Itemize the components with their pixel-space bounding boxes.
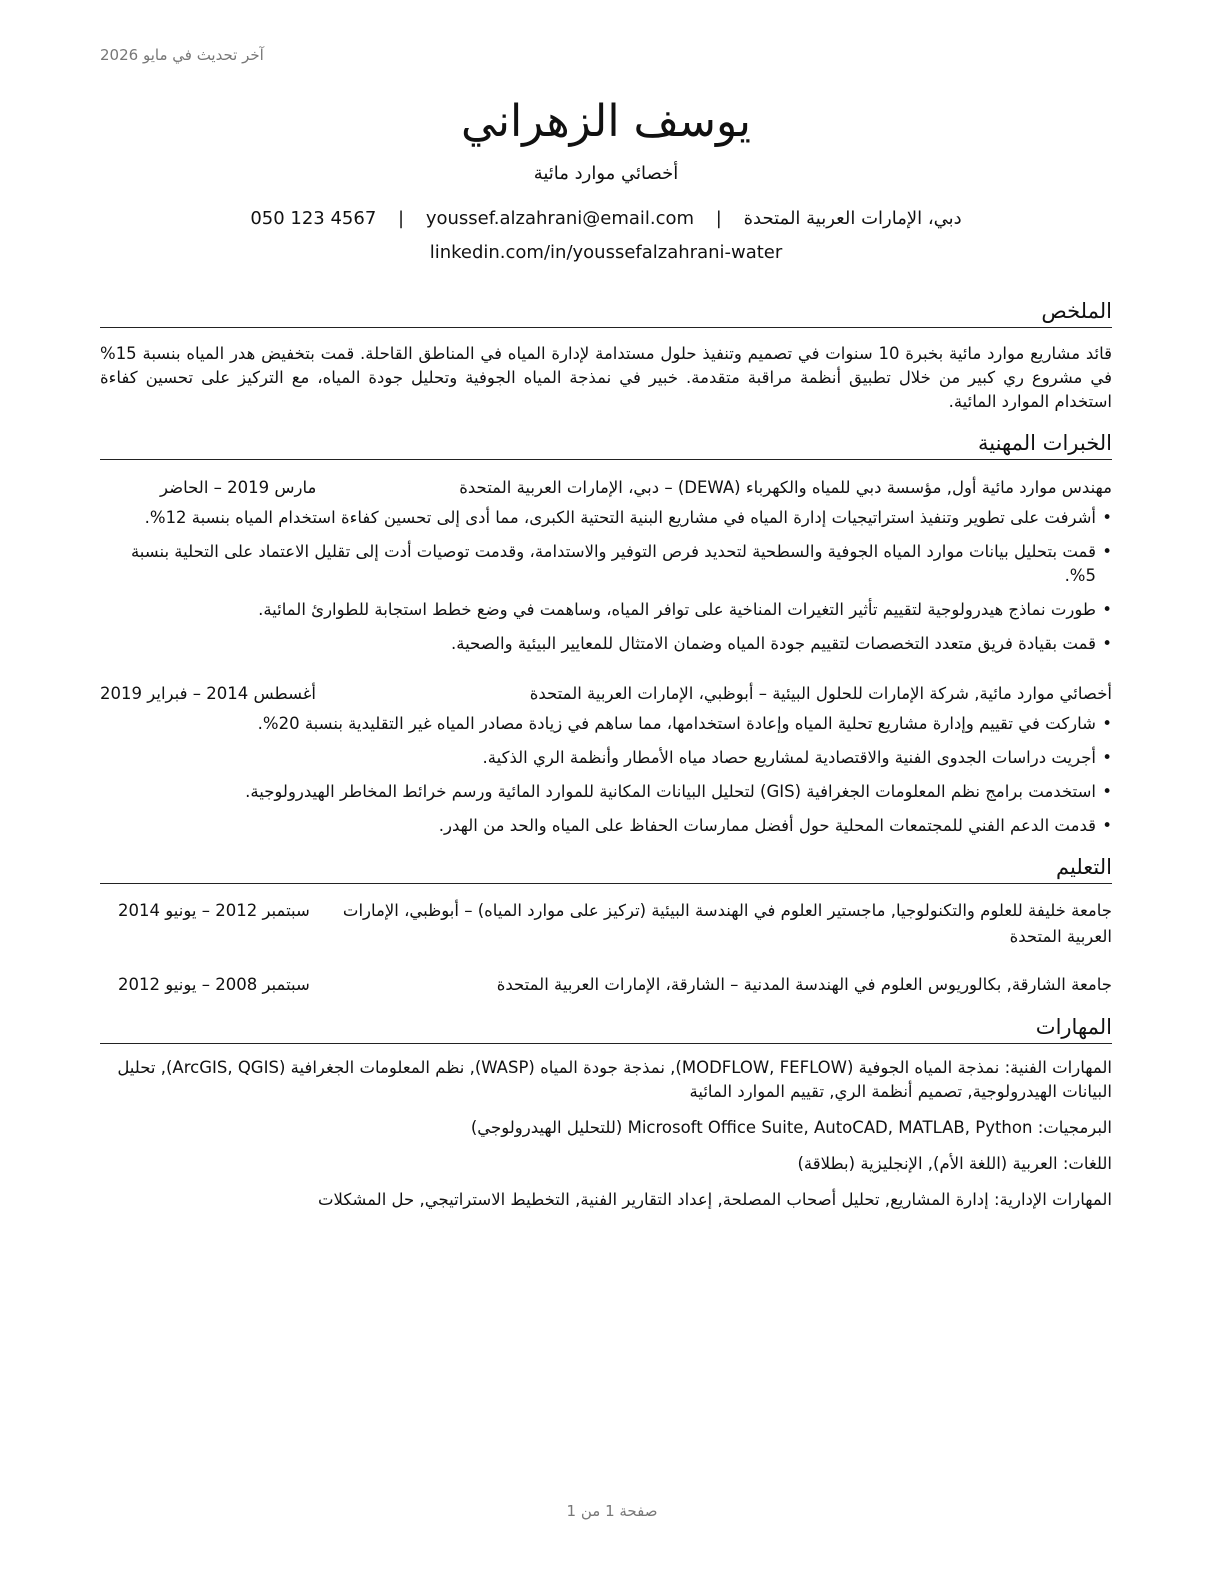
section-title-skills: المهارات — [100, 1012, 1112, 1044]
section-title-experience: الخبرات المهنية — [100, 428, 1112, 460]
job-bullet: • قدمت الدعم الفني للمجتمعات المحلية حول أفضل ممارسات الحفاظ على المياه والحد من الهدر. — [100, 814, 1112, 838]
job-dates: أغسطس 2014 – فبراير 2019 — [100, 684, 316, 703]
job-bullets — [100, 712, 1112, 838]
contact-location: دبي، الإمارات العربية المتحدة — [743, 208, 962, 229]
skill-line — [100, 1116, 1112, 1140]
skill-label: البرمجيات: — [1037, 1118, 1112, 1137]
education-text: جامعة الشارقة, بكالوريوس العلوم في الهندسة المدنية – الشارقة، الإمارات العربية المتحدة — [496, 975, 1112, 994]
resume-header — [100, 0, 1112, 266]
job-bullets — [100, 506, 1112, 656]
skill-value: نمذجة المياه الجوفية (MODFLOW, FEFLOW), نمذجة جودة المياه (WASP), نظم المعلومات الجغرافية (ArcGIS, QGIS), تحليل البيانات الهيدرولوجية, تصميم أنظمة الري, تقييم الموارد المائية — [117, 1058, 1112, 1101]
skill-value: العربية (اللغة الأم), الإنجليزية (بطلاقة) — [797, 1154, 1058, 1173]
education-text: جامعة خليفة للعلوم والتكنولوجيا, ماجستير العلوم في الهندسة البيئية (تركيز على موارد المياه) – أبوظبي، الإمارات العربية المتحدة — [342, 901, 1112, 946]
job-role-company: أخصائي موارد مائية, شركة الإمارات للحلول البيئية – أبوظبي، الإمارات العربية المتحدة — [529, 684, 1112, 703]
page-number: صفحة 1 من 1 — [566, 1502, 658, 1520]
contact-email[interactable]: youssef.alzahrani@email.com — [425, 208, 695, 229]
skill-label: اللغات: — [1062, 1154, 1112, 1173]
summary-text: قائد مشاريع موارد مائية بخبرة 10 سنوات في تصميم وتنفيذ حلول مستدامة لإدارة المياه في المناطق القاحلة. قمت بتخفيض هدر المياه بنسبة 15% في مشروع ري كبير من خلال تطبيق أنظمة مراقبة متقدمة. خبير في نمذجة المياه الجوفية وتحليل جودة المياه، مع التركيز على تحسين كفاءة استخدام الموارد المائية. — [100, 344, 1112, 411]
skill-line — [100, 1188, 1112, 1212]
skill-line — [100, 1152, 1112, 1176]
contact-line — [100, 206, 1112, 232]
job-role-company: مهندس موارد مائية أول, مؤسسة دبي للمياه والكهرباء (DEWA) – دبي، الإمارات العربية المتحدة — [459, 478, 1112, 497]
education-dates: سبتمبر 2008 – يونيو 2012 — [118, 975, 310, 994]
job-header — [100, 476, 1112, 500]
education-entry — [100, 972, 1112, 998]
skill-value: إدارة المشاريع, تحليل أصحاب المصلحة, إعداد التقارير الفنية, التخطيط الاستراتيجي, حل المشكلات — [317, 1190, 989, 1209]
candidate-name: يوسف الزهراني — [461, 96, 751, 147]
job-bullet: • شاركت في تقييم وإدارة مشاريع تحلية المياه وإعادة استخدامها، مما ساهم في زيادة مصادر المياه غير التقليدية بنسبة 20%. — [100, 712, 1112, 736]
job-dates: مارس 2019 – الحاضر — [160, 478, 317, 497]
job-entry — [100, 476, 1112, 656]
job-bullet: • أشرفت على تطوير وتنفيذ استراتيجيات إدارة المياه في مشاريع البنية التحتية الكبرى، مما أدى إلى تحسين كفاءة استخدام المياه بنسبة 12%. — [100, 506, 1112, 530]
contact-phone: 050 123 4567 — [250, 208, 377, 229]
summary-section — [100, 296, 1112, 414]
job-bullet: • طورت نماذج هيدرولوجية لتقييم تأثير التغيرات المناخية على توافر المياه، وساهمت في وضع خطط استجابة للطوارئ المائية. — [100, 598, 1112, 622]
education-section — [100, 852, 1112, 998]
job-bullet: • أجريت دراسات الجدوى الفنية والاقتصادية لمشاريع حصاد مياه الأمطار وأنظمة الري الذكية. — [100, 746, 1112, 770]
skill-line — [100, 1056, 1112, 1104]
skills-section — [100, 1012, 1112, 1212]
contact-separator: | — [398, 208, 405, 229]
contact-separator: | — [715, 208, 722, 229]
last-updated-note: آخر تحديث في مايو 2026 — [100, 46, 264, 64]
experience-section — [100, 428, 1112, 838]
skill-label: المهارات الفنية: — [1004, 1058, 1112, 1077]
section-title-summary: الملخص — [100, 296, 1112, 328]
section-title-education: التعليم — [100, 852, 1112, 884]
job-header — [100, 682, 1112, 706]
skill-label: المهارات الإدارية: — [993, 1190, 1112, 1209]
resume-page — [100, 0, 1112, 1584]
candidate-title: أخصائي موارد مائية — [533, 163, 679, 184]
education-dates: سبتمبر 2012 – يونيو 2014 — [118, 901, 310, 920]
job-entry — [100, 682, 1112, 838]
contact-linkedin[interactable]: linkedin.com/in/youssefalzahrani-water — [429, 242, 783, 263]
education-entry — [100, 898, 1112, 950]
job-bullet: • استخدمت برامج نظم المعلومات الجغرافية (GIS) لتحليل البيانات المكانية للموارد المائية ورسم خرائط المخاطر الهيدرولوجية. — [100, 780, 1112, 804]
skill-value: Microsoft Office Suite, AutoCAD, MATLAB, Python (للتحليل الهيدرولوجي) — [470, 1118, 1033, 1137]
job-bullet: • قمت بقيادة فريق متعدد التخصصات لتقييم جودة المياه وضمان الامتثال للمعايير البيئية والصحية. — [100, 632, 1112, 656]
job-bullet: • قمت بتحليل بيانات موارد المياه الجوفية والسطحية لتحديد فرص التوفير والاستدامة، وقدمت توصيات أدت إلى تقليل الاعتماد على التحلية بنسبة 5%. — [100, 540, 1112, 588]
